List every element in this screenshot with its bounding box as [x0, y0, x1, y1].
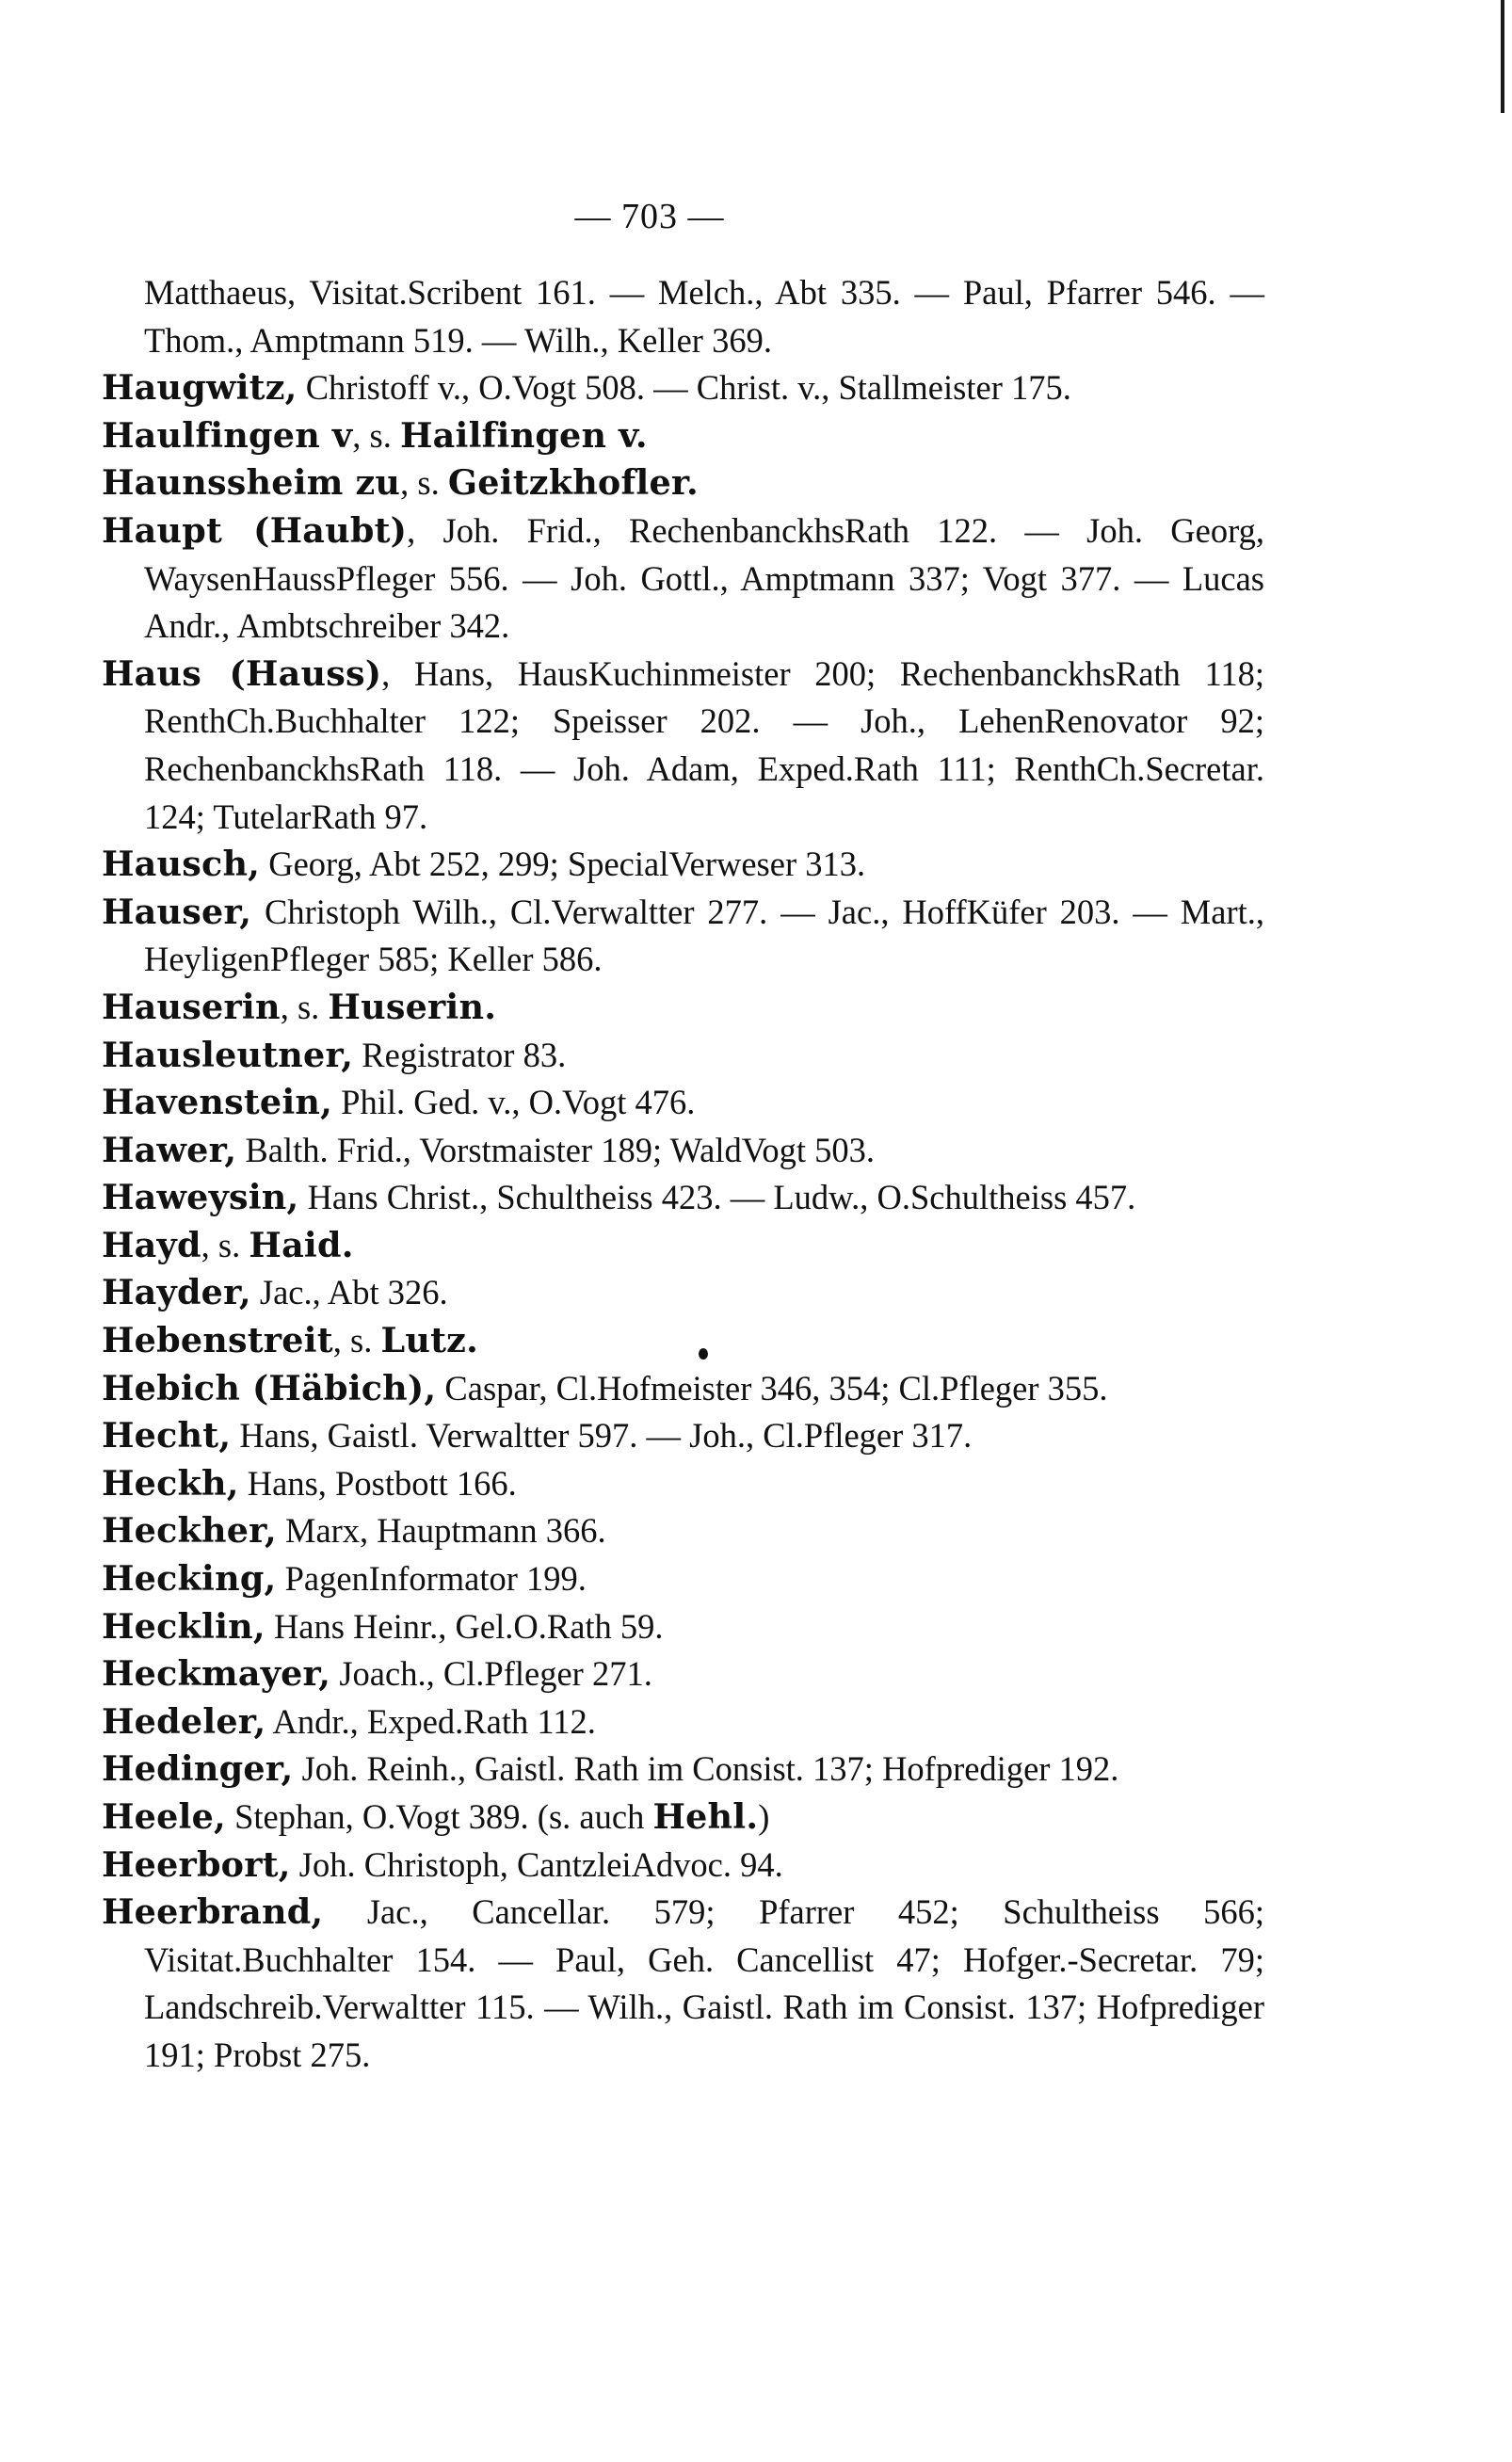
register-entry [102, 1555, 1264, 1603]
register-entry [102, 1032, 1264, 1080]
register-entry [102, 507, 1264, 651]
entry-headword: Hedinger, [102, 1748, 294, 1790]
entry-headword: Haupt (Haubt) [102, 509, 408, 551]
register-entry [102, 1127, 1264, 1175]
entry-headword: Heckher, [102, 1510, 277, 1552]
entry-headword: Hawer, [102, 1129, 237, 1170]
register-entry [102, 364, 1264, 412]
register-entry [102, 1698, 1264, 1746]
register-entry [102, 1794, 1264, 1842]
register-entry [102, 1842, 1264, 1890]
entry-text: , Hans, HausKuchinmeister 200; RechenbanckhsRath 118; RenthCh.Buchhalter 122; Speisser 202. — Joh., LehenRenovator 92; RechenbanckhsRath 118. — Joh. Adam, Exped.Rath 111; RenthCh.Secretar. 124; TutelarRath 97. [144, 653, 1264, 836]
entry-text: Stephan, O.Vogt 389. (s. auch [225, 1797, 653, 1836]
entry-text: , s. [352, 415, 400, 455]
entry-headword: Hayd [102, 1224, 201, 1265]
entry-cross-reference: Lutz. [380, 1320, 478, 1361]
register-entry [102, 1269, 1264, 1317]
entry-headword: Hayder, [102, 1272, 251, 1313]
register-entry [102, 651, 1264, 841]
page-edge-line [1501, 0, 1504, 113]
entry-headword: Hausch, [102, 844, 261, 885]
entry-text: Matthaeus, Visitat.Scribent 161. — Melch., Abt 335. — Paul, Pfarrer 546. — Thom., Amptmann 519. — Wilh., Keller 369. [144, 273, 1264, 360]
entry-headword: Haugwitz, [102, 367, 298, 409]
register-entry [102, 1889, 1264, 2079]
entry-text: Georg, Abt 252, 299; SpecialVerweser 313. [260, 845, 866, 884]
entry-cross-reference: Hailfingen v. [399, 414, 648, 456]
register-entry [102, 412, 1264, 460]
entry-text: Hans, Gaistl. Verwaltter 597. — Joh., Cl.Pfleger 317. [231, 1416, 973, 1456]
register-entry [102, 1650, 1264, 1698]
register-entry [102, 1603, 1264, 1651]
entry-headword: Hauserin [102, 986, 281, 1027]
entry-text: Christoph Wilh., Cl.Verwaltter 277. — Jac., HoffKüfer 203. — Mart., HeyligenPfleger 585; Keller 586. [144, 892, 1264, 979]
entry-headword: Heele, [102, 1796, 226, 1837]
entry-cross-reference: Huserin. [328, 986, 497, 1027]
register-entry [102, 889, 1264, 984]
entry-text: Balth. Frid., Vorstmaister 189; WaldVogt 503. [236, 1130, 876, 1169]
register-entry [102, 269, 1264, 364]
entry-text: Hans Christ., Schultheiss 423. — Ludw., O.Schultheiss 457. [298, 1178, 1136, 1217]
register-entry [102, 459, 1264, 507]
register-entry [102, 1317, 1264, 1365]
entry-text: , s. [201, 1225, 249, 1264]
entry-headword: Hecht, [102, 1415, 232, 1456]
entry-headword: Heerbort, [102, 1843, 291, 1885]
register-entry [102, 1365, 1264, 1413]
entry-text: , s. [332, 1321, 381, 1360]
register-entry [102, 1222, 1264, 1270]
entry-text: Caspar, Cl.Hofmeister 346, 354; Cl.Pfleger 355. [436, 1368, 1108, 1408]
entry-text: Registrator 83. [353, 1035, 567, 1074]
entry-headword: Haus (Hauss) [102, 652, 382, 694]
entry-text: Hans, Postbott 166. [238, 1463, 517, 1503]
entry-headword: Hedeler, [102, 1700, 266, 1742]
entry-headword: Haunssheim zu [102, 462, 401, 504]
entry-text-tail: ) [758, 1797, 770, 1836]
entry-headword: Heckmayer, [102, 1653, 331, 1695]
page-number: — 703 — [574, 197, 725, 236]
entry-text: Jac., Cancellar. 579; Pfarrer 452; Schultheiss 566; Visitat.Buchhalter 154. — Paul, Geh. Cancellist 47; Hofger.-Secretar. 79; Landschreib.Verwaltter 115. — Wilh., Gaistl. Rath im Consist. 137; Hofprediger 191; Probst 275. [144, 1892, 1264, 2074]
entry-cross-reference: Hehl. [652, 1796, 759, 1837]
entry-text: Andr., Exped.Rath 112. [265, 1701, 596, 1741]
register-entry [102, 1174, 1264, 1222]
entry-headword: Hecklin, [102, 1605, 265, 1647]
ink-dot [699, 1348, 708, 1360]
entry-text: Joh. Christoph, CantzleiAdvoc. 94. [290, 1844, 783, 1884]
entry-text: Jac., Abt 326. [250, 1273, 448, 1312]
entry-text: Joach., Cl.Pfleger 271. [330, 1654, 652, 1694]
register-entry [102, 984, 1264, 1032]
entry-text: , Joh. Frid., RechenbanckhsRath 122. — Joh. Georg, WaysenHaussPfleger 556. — Joh. Gottl., Amptmann 337; Vogt 377. — Lucas Andr., Ambtschreiber 342. [144, 510, 1264, 646]
entry-headword: Haweysin, [102, 1177, 299, 1218]
entry-headword: Hebich (Häbich), [102, 1367, 437, 1408]
entry-text: Hans Heinr., Gel.O.Rath 59. [265, 1606, 664, 1646]
entry-headword: Heckh, [102, 1462, 239, 1504]
entry-headword: Havenstein, [102, 1082, 333, 1123]
entry-headword: Hecking, [102, 1558, 277, 1600]
register-entry [102, 1412, 1264, 1460]
entry-text: Marx, Hauptmann 366. [276, 1511, 606, 1551]
entry-headword: Hebenstreit [102, 1320, 333, 1361]
entry-text: Joh. Reinh., Gaistl. Rath im Consist. 137; Hofprediger 192. [293, 1749, 1119, 1789]
entry-text: , s. [280, 987, 329, 1026]
entry-text: Phil. Ged. v., O.Vogt 476. [332, 1083, 696, 1122]
entry-headword: Heerbrand, [102, 1891, 324, 1933]
entry-headword: Hauser, [102, 891, 252, 932]
entry-cross-reference: Geitzkhofler. [447, 462, 699, 504]
register-entry [102, 1507, 1264, 1555]
entry-text: , s. [400, 463, 448, 503]
register-entry [102, 1460, 1264, 1508]
entry-cross-reference: Haid. [249, 1224, 354, 1265]
entry-headword: Haulfingen v [102, 414, 353, 456]
register-entry [102, 1746, 1264, 1794]
entry-text: PagenInformator 199. [276, 1559, 587, 1599]
register-entries [102, 269, 1264, 2080]
register-entry [102, 841, 1264, 889]
entry-headword: Hausleutner, [102, 1034, 354, 1075]
entry-text: Christoff v., O.Vogt 508. — Christ. v., Stallmeister 175. [297, 368, 1071, 408]
register-entry [102, 1079, 1264, 1127]
